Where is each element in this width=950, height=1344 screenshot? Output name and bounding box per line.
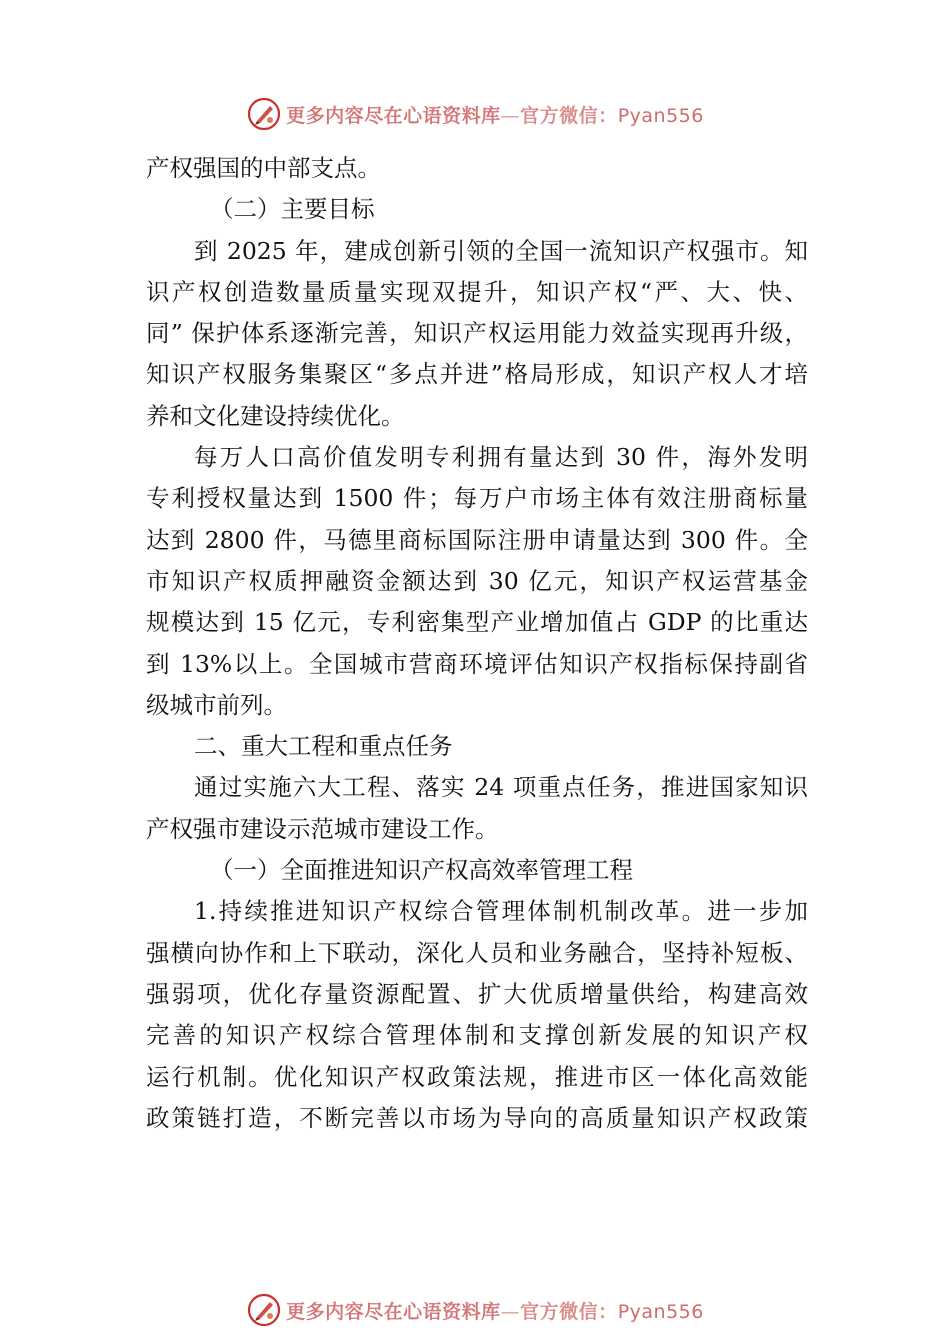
section-heading: （二）主要目标 <box>210 195 375 224</box>
paragraph-line: 知识产权服务集聚区“多点并进”格局形成，知识产权人才培 <box>146 360 808 389</box>
watermark-label: 官方微信： <box>520 1300 618 1323</box>
watermark-wechat-id: Pyan556 <box>617 1300 704 1323</box>
watermark-wechat-id: Pyan556 <box>617 104 704 127</box>
paragraph-line: 同” 保护体系逐渐完善，知识产权运用能力效益实现再升级， <box>146 319 808 348</box>
document-body <box>146 148 808 1139</box>
pen-circle-logo-icon <box>246 1292 282 1328</box>
section-heading: （一）全面推进知识产权高效率管理工程 <box>210 856 633 885</box>
paragraph-line: 完善的知识产权综合管理体制和支撑创新发展的知识产权 <box>146 1021 808 1050</box>
paragraph-line: 识产权创造数量质量实现双提升，知识产权“严、大、快、 <box>146 277 808 306</box>
watermark-brand: 更多内容尽在心语资料库 <box>286 104 501 127</box>
header-watermark <box>0 92 950 136</box>
paragraph-line: 通过实施六大工程、落实 24 项重点任务，推进国家知识 <box>194 773 808 802</box>
paragraph-line: 到 13%以上。全国城市营商环境评估知识产权指标保持副省 <box>146 649 808 678</box>
paragraph-line: 运行机制。优化知识产权政策法规，推进市区一体化高效能 <box>146 1062 808 1091</box>
paragraph-line: 产权强市建设示范城市建设工作。 <box>146 814 499 843</box>
paragraph-line: 1.持续推进知识产权综合管理体制机制改革。进一步加 <box>194 897 808 926</box>
footer-watermark <box>0 1288 950 1332</box>
watermark-dash: — <box>500 104 521 127</box>
pen-circle-logo-icon <box>246 96 282 132</box>
paragraph-line: 产权强国的中部支点。 <box>146 154 381 182</box>
paragraph-line: 专利授权量达到 1500 件；每万户市场主体有效注册商标量 <box>146 484 808 513</box>
paragraph-line: 养和文化建设持续优化。 <box>146 401 405 430</box>
paragraph-line: 市知识产权质押融资金额达到 30 亿元，知识产权运营基金 <box>146 566 808 595</box>
paragraph-line: 强横向协作和上下联动，深化人员和业务融合，坚持补短板、 <box>146 938 808 967</box>
paragraph-line: 级城市前列。 <box>146 690 287 719</box>
paragraph-line: 每万人口高价值发明专利拥有量达到 30 件，海外发明 <box>194 443 808 472</box>
paragraph-line: 到 2025 年，建成创新引领的全国一流知识产权强市。知 <box>194 236 808 265</box>
paragraph-line: 规模达到 15 亿元，专利密集型产业增加值占 GDP 的比重达 <box>146 608 808 637</box>
watermark-dash: — <box>500 1300 521 1323</box>
paragraph-line: 达到 2800 件，马德里商标国际注册申请量达到 300 件。全 <box>146 525 808 554</box>
watermark-text <box>286 1297 704 1324</box>
watermark-brand: 更多内容尽在心语资料库 <box>286 1300 501 1323</box>
watermark-label: 官方微信： <box>520 104 618 127</box>
paragraph-line: 强弱项，优化存量资源配置、扩大优质增量供给，构建高效 <box>146 979 808 1008</box>
paragraph-line: 政策链打造，不断完善以市场为导向的高质量知识产权政策 <box>146 1103 808 1132</box>
section-heading: 二、重大工程和重点任务 <box>194 732 453 761</box>
watermark-text <box>286 101 704 128</box>
